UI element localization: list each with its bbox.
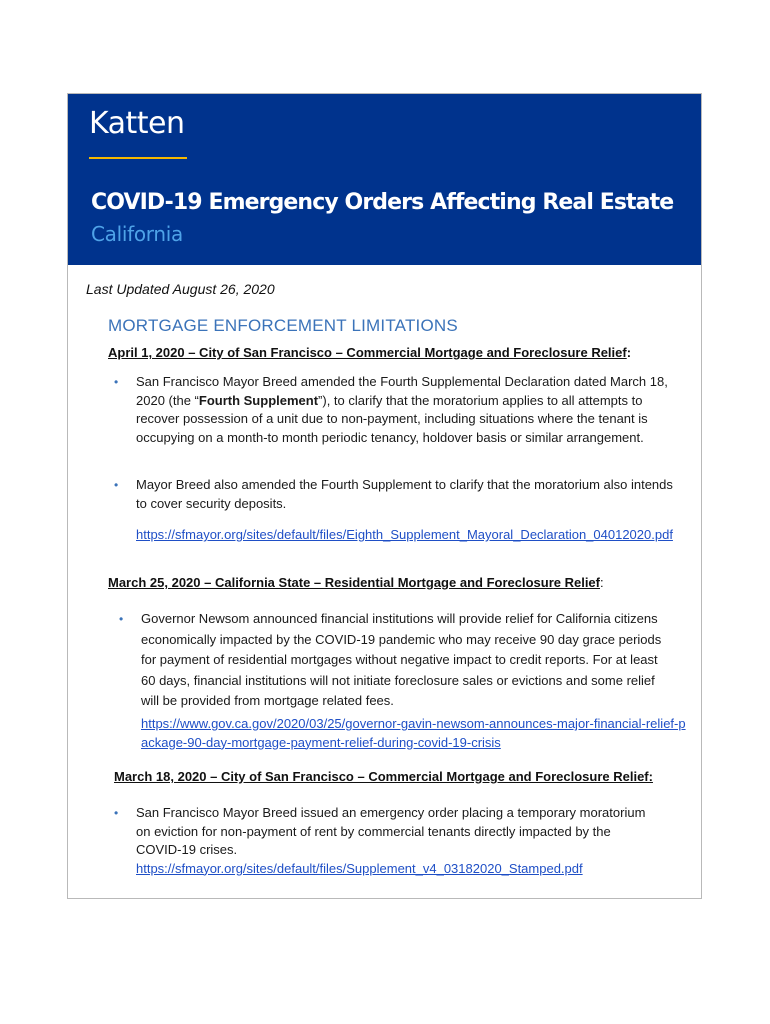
link-row <box>141 715 691 752</box>
brand-rule <box>89 157 187 159</box>
document-page <box>67 93 702 899</box>
last-updated: Last Updated August 26, 2020 <box>86 281 275 297</box>
header-banner <box>68 94 701 265</box>
link-row <box>136 526 676 545</box>
list-item: • San Francisco Mayor Breed amended the Fourth Supplemental Declaration dated March 18, 2020 (the “Fourth Supplement”), to clarify that the moratorium applies to all attempts to recover possession of a unit due to non-payment, including situations where the tenant is occupying on a month-to month periodic tenancy, holdover basis or similar arrangement. <box>114 374 668 445</box>
bullet-icon: • <box>119 612 124 626</box>
brand-logo: Katten <box>89 106 185 141</box>
document-title: COVID-19 Emergency Orders Affecting Real Estate <box>91 190 674 215</box>
bullet-icon: • <box>114 375 119 389</box>
entry-heading: March 18, 2020 – City of San Francisco – Commercial Mortgage and Foreclosure Relief: <box>114 769 653 784</box>
list-item: • Mayor Breed also amended the Fourth Supplement to clarify that the moratorium also intends to cover security deposits. <box>114 477 673 511</box>
bullet-icon: • <box>114 478 119 492</box>
emergency-order-link[interactable]: https://sfmayor.org/sites/default/files/Supplement_v4_03182020_Stamped.pdf <box>136 860 583 876</box>
list-item: • San Francisco Mayor Breed issued an emergency order placing a temporary moratorium on eviction for non-payment of rent by commercial tenants directly impacted by the COVID-19 crises. https://sfmayor.org/sites/default/files/Supplement_v4_03182020_Stamped.pdf <box>114 805 646 876</box>
list-item: • Governor Newsom announced financial institutions will provide relief for California citizens economically impacted by the COVID-19 pandemic who may receive 90 day grace periods for payment of residential mortgages without negative impact to credit reports. For at least 60 days, financial institutions will not initiate foreclosure sales or evictions and some relief will be provided from mortgage related fees. <box>119 611 662 708</box>
section-title: MORTGAGE ENFORCEMENT LIMITATIONS <box>108 316 458 335</box>
document-subtitle: California <box>91 222 183 246</box>
governor-announcement-link[interactable]: https://www.gov.ca.gov/2020/03/25/governor-gavin-newsom-announces-major-financial-relief-package-90-day-mortgage-payment-relief-during-covid-19-crisis <box>141 716 686 750</box>
declaration-link[interactable]: https://sfmayor.org/sites/default/files/Eighth_Supplement_Mayoral_Declaration_04012020.pdf <box>136 527 673 542</box>
bullet-icon: • <box>114 806 119 820</box>
entry-heading: March 25, 2020 – California State – Residential Mortgage and Foreclosure Relief: <box>108 575 604 590</box>
entry-heading: April 1, 2020 – City of San Francisco – Commercial Mortgage and Foreclosure Relief: <box>108 345 632 360</box>
